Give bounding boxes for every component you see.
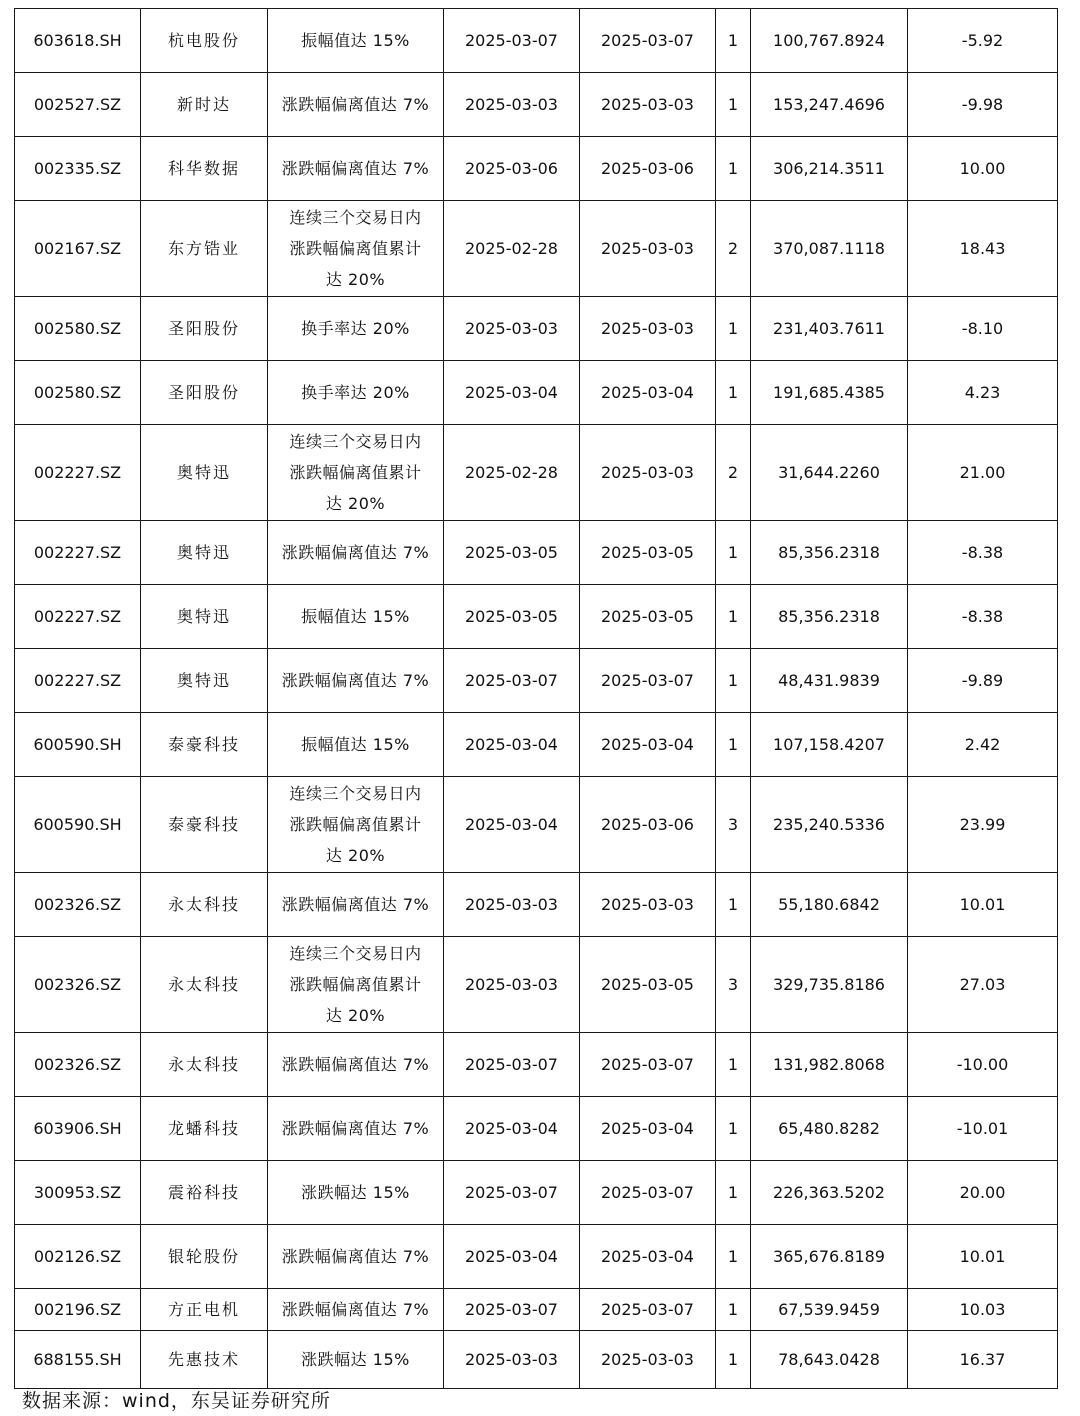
end-date: 2025-03-04	[580, 713, 716, 777]
start-date: 2025-03-05	[444, 521, 580, 585]
turnover-amount: 306,214.3511	[751, 137, 908, 201]
day-count: 1	[716, 521, 751, 585]
end-date: 2025-03-05	[580, 937, 716, 1033]
change-percent: 20.00	[908, 1161, 1058, 1225]
stock-code: 002326.SZ	[15, 1033, 141, 1097]
day-count: 1	[716, 1161, 751, 1225]
end-date: 2025-03-07	[580, 649, 716, 713]
change-percent: -10.00	[908, 1033, 1058, 1097]
stock-name: 龙蟠科技	[141, 1097, 268, 1161]
anomaly-type: 涨跌幅达 15%	[268, 1161, 444, 1225]
stock-name: 奥特迅	[141, 649, 268, 713]
start-date: 2025-03-03	[444, 73, 580, 137]
start-date: 2025-03-04	[444, 777, 580, 873]
turnover-amount: 365,676.8189	[751, 1225, 908, 1289]
table-row	[15, 873, 1058, 937]
change-percent: -8.10	[908, 297, 1058, 361]
anomaly-type: 连续三个交易日内 涨跌幅偏离值累计 达 20%	[268, 777, 444, 873]
turnover-amount: 191,685.4385	[751, 361, 908, 425]
anomaly-type: 换手率达 20%	[268, 361, 444, 425]
start-date: 2025-03-03	[444, 873, 580, 937]
start-date: 2025-03-06	[444, 137, 580, 201]
end-date: 2025-03-04	[580, 1225, 716, 1289]
change-percent: 27.03	[908, 937, 1058, 1033]
stock-code: 002335.SZ	[15, 137, 141, 201]
stock-code: 688155.SH	[15, 1331, 141, 1389]
day-count: 1	[716, 9, 751, 73]
stock-name: 东方锆业	[141, 201, 268, 297]
turnover-amount: 78,643.0428	[751, 1331, 908, 1389]
table-row	[15, 1289, 1058, 1331]
change-percent: 10.01	[908, 873, 1058, 937]
end-date: 2025-03-07	[580, 1033, 716, 1097]
start-date: 2025-03-07	[444, 9, 580, 73]
anomaly-type: 涨跌幅偏离值达 7%	[268, 1097, 444, 1161]
turnover-amount: 31,644.2260	[751, 425, 908, 521]
end-date: 2025-03-03	[580, 1331, 716, 1389]
turnover-amount: 100,767.8924	[751, 9, 908, 73]
stock-name: 银轮股份	[141, 1225, 268, 1289]
table-row	[15, 361, 1058, 425]
turnover-amount: 65,480.8282	[751, 1097, 908, 1161]
stock-name: 圣阳股份	[141, 361, 268, 425]
table-row	[15, 937, 1058, 1033]
day-count: 1	[716, 361, 751, 425]
day-count: 1	[716, 1225, 751, 1289]
stock-name: 奥特迅	[141, 425, 268, 521]
turnover-amount: 153,247.4696	[751, 73, 908, 137]
turnover-amount: 55,180.6842	[751, 873, 908, 937]
turnover-amount: 67,539.9459	[751, 1289, 908, 1331]
change-percent: 18.43	[908, 201, 1058, 297]
stock-code: 603906.SH	[15, 1097, 141, 1161]
stock-code: 002580.SZ	[15, 297, 141, 361]
stock-name: 科华数据	[141, 137, 268, 201]
turnover-amount: 235,240.5336	[751, 777, 908, 873]
stock-code: 002326.SZ	[15, 873, 141, 937]
table-row	[15, 137, 1058, 201]
start-date: 2025-03-05	[444, 585, 580, 649]
end-date: 2025-03-03	[580, 425, 716, 521]
source-note: 数据来源：wind，东吴证券研究所	[22, 1390, 331, 1412]
stock-code: 002196.SZ	[15, 1289, 141, 1331]
change-percent: 16.37	[908, 1331, 1058, 1389]
anomaly-type: 换手率达 20%	[268, 297, 444, 361]
anomaly-type: 涨跌幅偏离值达 7%	[268, 1225, 444, 1289]
start-date: 2025-02-28	[444, 425, 580, 521]
table-row	[15, 425, 1058, 521]
day-count: 3	[716, 777, 751, 873]
table-row	[15, 201, 1058, 297]
anomaly-type: 连续三个交易日内 涨跌幅偏离值累计 达 20%	[268, 201, 444, 297]
stock-name: 永太科技	[141, 937, 268, 1033]
start-date: 2025-03-03	[444, 1331, 580, 1389]
stock-name: 方正电机	[141, 1289, 268, 1331]
end-date: 2025-03-04	[580, 1097, 716, 1161]
day-count: 1	[716, 1289, 751, 1331]
turnover-amount: 370,087.1118	[751, 201, 908, 297]
change-percent: 21.00	[908, 425, 1058, 521]
end-date: 2025-03-03	[580, 297, 716, 361]
stock-code: 002227.SZ	[15, 585, 141, 649]
anomaly-type: 振幅值达 15%	[268, 713, 444, 777]
end-date: 2025-03-03	[580, 873, 716, 937]
table-row	[15, 585, 1058, 649]
stock-code: 002580.SZ	[15, 361, 141, 425]
end-date: 2025-03-06	[580, 777, 716, 873]
start-date: 2025-03-04	[444, 1097, 580, 1161]
stock-code: 002227.SZ	[15, 521, 141, 585]
table-row	[15, 777, 1058, 873]
stock-name: 震裕科技	[141, 1161, 268, 1225]
start-date: 2025-03-03	[444, 937, 580, 1033]
end-date: 2025-03-07	[580, 9, 716, 73]
change-percent: -10.01	[908, 1097, 1058, 1161]
anomaly-type: 涨跌幅偏离值达 7%	[268, 137, 444, 201]
day-count: 2	[716, 201, 751, 297]
start-date: 2025-03-03	[444, 297, 580, 361]
anomaly-type: 涨跌幅偏离值达 7%	[268, 649, 444, 713]
start-date: 2025-03-07	[444, 1161, 580, 1225]
table-row	[15, 1331, 1058, 1389]
end-date: 2025-03-04	[580, 361, 716, 425]
table-row	[15, 9, 1058, 73]
stock-name: 永太科技	[141, 1033, 268, 1097]
stock-code: 600590.SH	[15, 777, 141, 873]
change-percent: -8.38	[908, 521, 1058, 585]
table-row	[15, 73, 1058, 137]
anomaly-type: 涨跌幅偏离值达 7%	[268, 873, 444, 937]
stock-name: 永太科技	[141, 873, 268, 937]
stock-code: 600590.SH	[15, 713, 141, 777]
day-count: 1	[716, 1033, 751, 1097]
start-date: 2025-03-07	[444, 1289, 580, 1331]
change-percent: -9.98	[908, 73, 1058, 137]
turnover-amount: 226,363.5202	[751, 1161, 908, 1225]
end-date: 2025-03-05	[580, 585, 716, 649]
table-row	[15, 297, 1058, 361]
table-row	[15, 713, 1058, 777]
change-percent: -9.89	[908, 649, 1058, 713]
anomaly-type: 涨跌幅偏离值达 7%	[268, 1289, 444, 1331]
stock-code: 002227.SZ	[15, 425, 141, 521]
stock-name: 奥特迅	[141, 585, 268, 649]
anomaly-type: 涨跌幅偏离值达 7%	[268, 1033, 444, 1097]
stock-name: 圣阳股份	[141, 297, 268, 361]
end-date: 2025-03-05	[580, 521, 716, 585]
day-count: 1	[716, 1331, 751, 1389]
end-date: 2025-03-07	[580, 1289, 716, 1331]
change-percent: 10.00	[908, 137, 1058, 201]
anomaly-type: 连续三个交易日内 涨跌幅偏离值累计 达 20%	[268, 425, 444, 521]
turnover-amount: 85,356.2318	[751, 585, 908, 649]
table-row	[15, 1033, 1058, 1097]
stock-name: 奥特迅	[141, 521, 268, 585]
start-date: 2025-03-04	[444, 713, 580, 777]
end-date: 2025-03-03	[580, 73, 716, 137]
stock-code: 300953.SZ	[15, 1161, 141, 1225]
anomaly-type: 涨跌幅偏离值达 7%	[268, 521, 444, 585]
stock-name: 杭电股份	[141, 9, 268, 73]
day-count: 1	[716, 713, 751, 777]
day-count: 1	[716, 1097, 751, 1161]
stock-code: 002167.SZ	[15, 201, 141, 297]
day-count: 1	[716, 137, 751, 201]
stock-code: 002126.SZ	[15, 1225, 141, 1289]
table-row	[15, 649, 1058, 713]
stock-name: 先惠技术	[141, 1331, 268, 1389]
start-date: 2025-03-07	[444, 1033, 580, 1097]
turnover-amount: 231,403.7611	[751, 297, 908, 361]
anomaly-type: 振幅值达 15%	[268, 585, 444, 649]
stock-code: 002227.SZ	[15, 649, 141, 713]
stock-name: 泰豪科技	[141, 777, 268, 873]
day-count: 1	[716, 73, 751, 137]
stock-code: 002527.SZ	[15, 73, 141, 137]
day-count: 2	[716, 425, 751, 521]
table-row	[15, 1097, 1058, 1161]
change-percent: 23.99	[908, 777, 1058, 873]
change-percent: 10.01	[908, 1225, 1058, 1289]
table-row	[15, 521, 1058, 585]
change-percent: 2.42	[908, 713, 1058, 777]
table-row	[15, 1225, 1058, 1289]
start-date: 2025-03-07	[444, 649, 580, 713]
day-count: 1	[716, 649, 751, 713]
anomaly-type: 涨跌幅偏离值达 7%	[268, 73, 444, 137]
stock-name: 泰豪科技	[141, 713, 268, 777]
day-count: 1	[716, 873, 751, 937]
turnover-amount: 131,982.8068	[751, 1033, 908, 1097]
end-date: 2025-03-03	[580, 201, 716, 297]
start-date: 2025-03-04	[444, 361, 580, 425]
anomaly-type: 连续三个交易日内 涨跌幅偏离值累计 达 20%	[268, 937, 444, 1033]
table-row	[15, 1161, 1058, 1225]
stock-anomaly-table	[14, 8, 1058, 1389]
turnover-amount: 329,735.8186	[751, 937, 908, 1033]
start-date: 2025-02-28	[444, 201, 580, 297]
end-date: 2025-03-07	[580, 1161, 716, 1225]
change-percent: -8.38	[908, 585, 1058, 649]
end-date: 2025-03-06	[580, 137, 716, 201]
anomaly-type: 振幅值达 15%	[268, 9, 444, 73]
change-percent: 10.03	[908, 1289, 1058, 1331]
change-percent: 4.23	[908, 361, 1058, 425]
turnover-amount: 107,158.4207	[751, 713, 908, 777]
change-percent: -5.92	[908, 9, 1058, 73]
table-body	[15, 9, 1058, 1389]
stock-name: 新时达	[141, 73, 268, 137]
turnover-amount: 48,431.9839	[751, 649, 908, 713]
stock-code: 603618.SH	[15, 9, 141, 73]
day-count: 1	[716, 297, 751, 361]
start-date: 2025-03-04	[444, 1225, 580, 1289]
turnover-amount: 85,356.2318	[751, 521, 908, 585]
stock-code: 002326.SZ	[15, 937, 141, 1033]
anomaly-type: 涨跌幅达 15%	[268, 1331, 444, 1389]
day-count: 3	[716, 937, 751, 1033]
day-count: 1	[716, 585, 751, 649]
